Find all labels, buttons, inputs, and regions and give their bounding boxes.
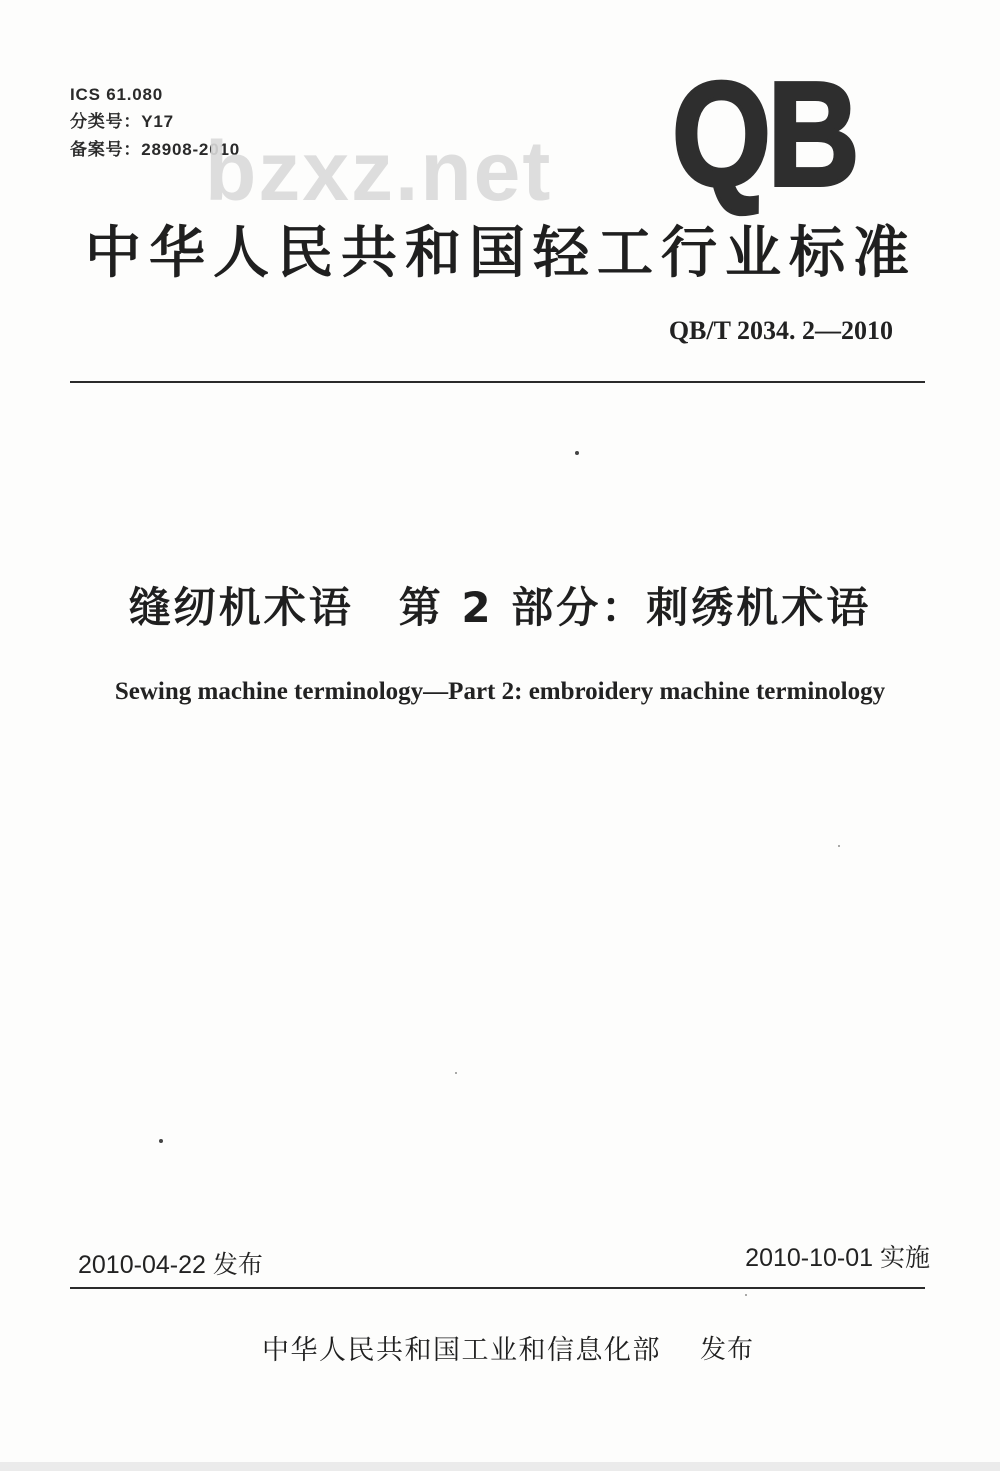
scan-speck	[575, 451, 579, 455]
scan-speck	[838, 845, 840, 847]
implementation-date: 2010-10-01 实施	[745, 1244, 930, 1272]
standard-category-title: 中华人民共和国轻工行业标准	[85, 221, 917, 286]
publisher-action: 发布	[700, 1335, 755, 1365]
publisher-name: 中华人民共和国工业和信息化部	[262, 1335, 661, 1366]
scan-speck	[159, 1139, 163, 1143]
bottom-divider	[70, 1287, 925, 1289]
standard-number: QB/T 2034. 2—2010	[668, 316, 893, 345]
site-watermark: bzxz.net	[205, 124, 553, 218]
qb-logo: QB	[672, 52, 857, 217]
scan-edge-band	[0, 1462, 1000, 1471]
document-title-chinese: 缝纫机术语 第 2 部分：刺绣机术语	[128, 583, 872, 632]
document-title-english: Sewing machine terminology—Part 2: embroidery machine terminology	[114, 678, 886, 705]
record-number: 备案号：28908-2010	[70, 140, 240, 159]
scan-speck	[745, 1294, 747, 1296]
ics-code: ICS 61.080	[70, 85, 164, 104]
top-divider	[70, 381, 925, 383]
scan-speck	[455, 1072, 457, 1074]
issue-date: 2010-04-22 发布	[78, 1251, 263, 1279]
classification-number: 分类号：Y17	[70, 112, 174, 131]
